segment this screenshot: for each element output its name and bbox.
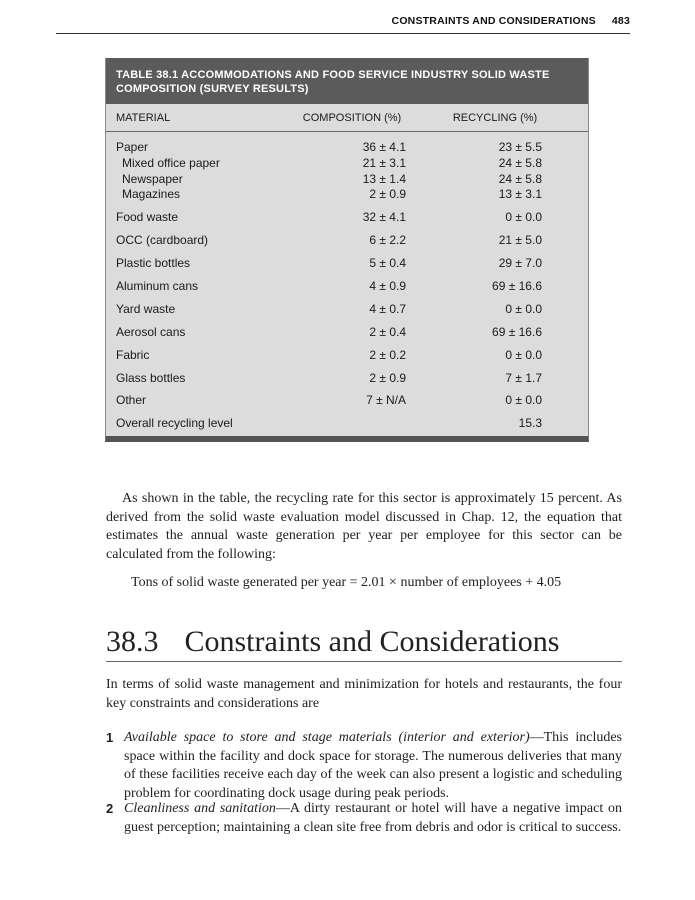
table-cell-composition: 5 ± 0.4 bbox=[369, 256, 406, 270]
table-cell-material: Glass bottles bbox=[116, 371, 186, 385]
list-item bbox=[106, 729, 622, 803]
table-cell-composition: 4 ± 0.9 bbox=[369, 279, 406, 293]
table-row bbox=[106, 279, 588, 302]
table-row bbox=[106, 187, 588, 203]
table-row bbox=[106, 371, 588, 394]
table-cell-material: Paper bbox=[116, 140, 149, 154]
table-cell-material: Aerosol cans bbox=[116, 325, 186, 339]
table-cell-recycling: 69 ± 16.6 bbox=[492, 279, 542, 293]
table-cell-material: Newspaper bbox=[122, 172, 183, 186]
list-item-term: Available space to store and stage materials (interior and exterior) bbox=[124, 730, 530, 745]
table-cell-recycling: 0 ± 0.0 bbox=[505, 302, 542, 316]
table-cell-recycling: 13 ± 3.1 bbox=[498, 187, 542, 201]
list-item-text: —A dirty restaurant or hotel will have a negative impact on guest perception; maintaining a clean site free from debris and odor is critical to success. bbox=[124, 801, 622, 835]
list-item-body bbox=[124, 729, 622, 803]
table-cell-recycling: 23 ± 5.5 bbox=[498, 140, 542, 154]
list-item-text: —This includes space within the facility and dock space for storage. The numerous deliveries that many of these facilities receive each day of the week can also present a logistic and scheduling problem for coordinating dock usage during peak periods. bbox=[124, 730, 623, 801]
table-body bbox=[106, 132, 588, 432]
table-cell-material: Plastic bottles bbox=[116, 256, 191, 270]
table-cell-material: Yard waste bbox=[116, 302, 176, 316]
table-cell-composition: 21 ± 3.1 bbox=[362, 156, 406, 170]
table-cell-material: Other bbox=[116, 393, 147, 407]
table-cell-material: Food waste bbox=[116, 210, 179, 224]
table-cell-recycling: 7 ± 1.7 bbox=[505, 371, 542, 385]
table-cell-recycling: 29 ± 7.0 bbox=[498, 256, 542, 270]
waste-generation-equation: Tons of solid waste generated per year = 2.01 × number of employees + 4.05 bbox=[131, 575, 562, 590]
table-row bbox=[106, 233, 588, 256]
body-paragraph-intro: In terms of solid waste management and minimization for hotels and restaurants, the four key constraints and considerations are bbox=[106, 677, 622, 711]
table-row bbox=[106, 210, 588, 233]
table-cell-composition: 4 ± 0.7 bbox=[369, 302, 406, 316]
table-caption: TABLE 38.1 ACCOMMODATIONS AND FOOD SERVICE INDUSTRY SOLID WASTE COMPOSITION (SURVEY RESULTS) bbox=[106, 58, 588, 104]
table-row bbox=[106, 416, 588, 439]
table-cell-recycling: 0 ± 0.0 bbox=[505, 210, 542, 224]
table-row bbox=[106, 393, 588, 416]
table-cell-recycling: 0 ± 0.0 bbox=[505, 348, 542, 362]
table-row bbox=[106, 156, 588, 172]
table-cell-material: OCC (cardboard) bbox=[116, 233, 209, 247]
table-cell-material: Aluminum cans bbox=[116, 279, 199, 293]
table-header-row bbox=[106, 104, 588, 132]
table-row bbox=[106, 140, 588, 156]
list-item bbox=[106, 800, 622, 837]
table-row bbox=[106, 348, 588, 371]
body-paragraph-recycling-rate: As shown in the table, the recycling rate for this sector is approximately 15 percent. As derived from the solid waste evaluation model discussed in Chap. 12, the equation that estimates the annual waste generation per year per employee for this sector can be calculated from the following: bbox=[106, 491, 622, 562]
section-number: 38.3 bbox=[106, 625, 159, 658]
list-marker: 2 bbox=[106, 801, 114, 816]
table-row bbox=[106, 302, 588, 325]
table-cell-recycling: 15.3 bbox=[518, 416, 542, 430]
table-row bbox=[106, 172, 588, 188]
column-header-recycling: RECYCLING (%) bbox=[452, 112, 538, 124]
list-item-term: Cleanliness and sanitation bbox=[124, 801, 276, 816]
running-head-title: CONSTRAINTS AND CONSIDERATIONS bbox=[391, 15, 596, 27]
table-cell-recycling: 0 ± 0.0 bbox=[505, 393, 542, 407]
column-header-composition: COMPOSITION (%) bbox=[302, 112, 402, 124]
table-cell-composition: 6 ± 2.2 bbox=[369, 233, 406, 247]
table-cell-composition: 32 ± 4.1 bbox=[362, 210, 406, 224]
table-cell-composition: 7 ± N/A bbox=[366, 393, 406, 407]
table-cell-composition: 2 ± 0.2 bbox=[369, 348, 406, 362]
table-cell-recycling: 21 ± 5.0 bbox=[498, 233, 542, 247]
list-marker: 1 bbox=[106, 730, 114, 745]
table-cell-composition: 36 ± 4.1 bbox=[362, 140, 406, 154]
list-item-body bbox=[124, 800, 622, 837]
table-cell-recycling: 24 ± 5.8 bbox=[498, 156, 542, 170]
table-cell-recycling: 69 ± 16.6 bbox=[492, 325, 542, 339]
table-row bbox=[106, 325, 588, 348]
table-cell-composition: 13 ± 1.4 bbox=[362, 172, 406, 186]
section-heading bbox=[106, 624, 622, 662]
column-header-material: MATERIAL bbox=[116, 112, 171, 124]
table-cell-composition: 2 ± 0.4 bbox=[369, 325, 406, 339]
page-number: 483 bbox=[611, 15, 630, 27]
section-title: Constraints and Considerations bbox=[184, 625, 560, 658]
table-cell-material: Fabric bbox=[116, 348, 150, 362]
waste-composition-table bbox=[105, 58, 589, 442]
table-cell-material: Overall recycling level bbox=[116, 416, 233, 430]
table-cell-composition: 2 ± 0.9 bbox=[369, 187, 406, 201]
table-cell-composition: 2 ± 0.9 bbox=[369, 371, 406, 385]
table-cell-material: Mixed office paper bbox=[122, 156, 220, 170]
table-row bbox=[106, 256, 588, 279]
running-head bbox=[56, 14, 630, 34]
table-cell-material: Magazines bbox=[122, 187, 181, 201]
table-cell-recycling: 24 ± 5.8 bbox=[498, 172, 542, 186]
